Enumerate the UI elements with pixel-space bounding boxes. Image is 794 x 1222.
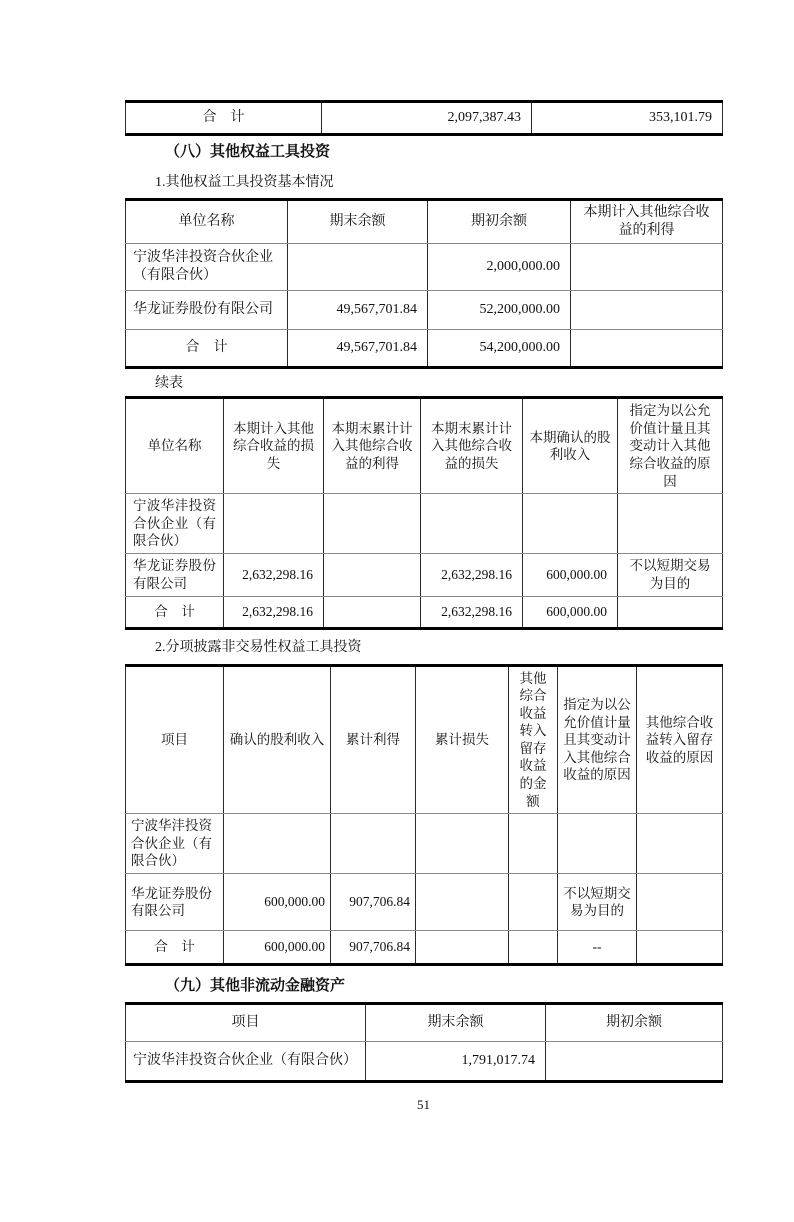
report-page: [0, 100, 794, 1222]
value-cell: [324, 553, 421, 596]
reason-cell: [637, 814, 723, 874]
entity-name-cell: 宁波华沣投资合伙企业（有限合伙）: [126, 814, 224, 874]
table-header-row: [126, 1004, 723, 1042]
value-cell: 907,706.84: [331, 931, 416, 965]
table-row: [126, 1042, 723, 1082]
table-row: [126, 291, 723, 330]
other-noncurrent-financial-assets-table: [125, 1002, 723, 1083]
section-8-sub-1-heading: 1.其他权益工具投资基本情况: [155, 175, 334, 190]
value-cell: [571, 291, 723, 330]
table-total-row: [126, 931, 723, 965]
column-header: 项目: [126, 1004, 366, 1042]
value-cell: [546, 1042, 723, 1082]
value-cell: [571, 244, 723, 291]
entity-name-cell: 华龙证券股份有限公司: [126, 874, 224, 931]
value-cell: 49,567,701.84: [288, 291, 428, 330]
carryover-total-table: [125, 100, 723, 136]
reason-cell: 不以短期交易为目的: [558, 874, 637, 931]
page-number: 51: [417, 1097, 430, 1113]
entity-name-cell: 华龙证券股份有限公司: [126, 291, 288, 330]
column-header: 期末余额: [288, 200, 428, 244]
table-total-row: [126, 330, 723, 368]
value-cell: 2,632,298.16: [224, 553, 324, 596]
entity-name-cell: 宁波华沣投资合伙企业（有限合伙）: [126, 1042, 366, 1082]
column-header: 本期末累计计入其他综合收益的利得: [324, 398, 421, 494]
table-row: [126, 494, 723, 554]
column-header: 累计利得: [331, 665, 416, 813]
value-cell: 600,000.00: [523, 596, 618, 628]
value-cell: [523, 494, 618, 554]
value-cell: [509, 874, 558, 931]
page-content: [125, 100, 722, 1113]
reason-cell: [637, 931, 723, 965]
value-cell: [416, 874, 509, 931]
value-cell: 54,200,000.00: [428, 330, 571, 368]
value-cell: [324, 494, 421, 554]
total-label-cell: 合 计: [126, 330, 288, 368]
reason-cell: [618, 494, 723, 554]
section-8-heading: （八）其他权益工具投资: [165, 144, 331, 160]
value-cell: [509, 931, 558, 965]
column-header: 期末余额: [366, 1004, 546, 1042]
value-cell: [416, 931, 509, 965]
value-cell: 52,200,000.00: [428, 291, 571, 330]
value-cell: 600,000.00: [523, 553, 618, 596]
column-header: 其他综合收益转入留存收益的原因: [637, 665, 723, 813]
column-header: 其他综合收益转入留存收益的金额: [509, 665, 558, 813]
table-header-row: [126, 200, 723, 244]
total-label-cell: 合 计: [126, 102, 322, 135]
value-cell: 2,632,298.16: [224, 596, 324, 628]
column-header: 本期计入其他综合收益的损失: [224, 398, 324, 494]
column-header: 本期计入其他综合收益的利得: [571, 200, 723, 244]
column-header: 累计损失: [416, 665, 509, 813]
column-header: 指定为以公允价值计量且其变动计入其他综合收益的原因: [618, 398, 723, 494]
total-ending-balance-cell: 2,097,387.43: [322, 102, 532, 135]
equity-instruments-basic-table: [125, 198, 723, 369]
entity-name-cell: 华龙证券股份有限公司: [126, 553, 224, 596]
table-row: [126, 874, 723, 931]
column-header: 项目: [126, 665, 224, 813]
section-9-heading: （九）其他非流动金融资产: [165, 978, 346, 995]
value-cell: [324, 596, 421, 628]
value-cell: 907,706.84: [331, 874, 416, 931]
entity-name-cell: 宁波华沣投资合伙企业（有限合伙）: [126, 494, 224, 554]
column-header: 确认的股利收入: [224, 665, 331, 813]
value-cell: 2,000,000.00: [428, 244, 571, 291]
reason-cell: --: [558, 931, 637, 965]
column-header: 本期末累计计入其他综合收益的损失: [421, 398, 523, 494]
total-label-cell: 合 计: [126, 931, 224, 965]
table-row: [126, 102, 723, 135]
value-cell: 600,000.00: [224, 931, 331, 965]
table-total-row: [126, 596, 723, 628]
value-cell: 1,791,017.74: [366, 1042, 546, 1082]
column-header: 期初余额: [428, 200, 571, 244]
continued-table-label: 续表: [155, 376, 183, 392]
equity-instruments-continued-table: [125, 396, 723, 629]
value-cell: [571, 330, 723, 368]
total-beginning-balance-cell: 353,101.79: [532, 102, 723, 135]
table-header-row: [126, 665, 723, 813]
section-8-sub-2-heading: 2.分项披露非交易性权益工具投资: [155, 639, 362, 655]
column-header: 单位名称: [126, 200, 288, 244]
reason-cell: [618, 596, 723, 628]
table-row: [126, 553, 723, 596]
entity-name-cell: 宁波华沣投资合伙企业（有限合伙）: [126, 244, 288, 291]
column-header: 期初余额: [546, 1004, 723, 1042]
value-cell: 600,000.00: [224, 874, 331, 931]
value-cell: [421, 494, 523, 554]
value-cell: [224, 814, 331, 874]
reason-cell: 不以短期交易为目的: [618, 553, 723, 596]
total-label-cell: 合 计: [126, 596, 224, 628]
value-cell: [509, 814, 558, 874]
value-cell: [224, 494, 324, 554]
value-cell: [331, 814, 416, 874]
value-cell: 49,567,701.84: [288, 330, 428, 368]
reason-cell: [637, 874, 723, 931]
non-trading-equity-table: [125, 664, 723, 966]
table-row: [126, 244, 723, 291]
column-header: 单位名称: [126, 398, 224, 494]
value-cell: 2,632,298.16: [421, 553, 523, 596]
column-header: 指定为以公允价值计量且其变动计入其他综合收益的原因: [558, 665, 637, 813]
table-row: [126, 814, 723, 874]
reason-cell: [558, 814, 637, 874]
table-header-row: [126, 398, 723, 494]
column-header: 本期确认的股利收入: [523, 398, 618, 494]
value-cell: [416, 814, 509, 874]
value-cell: [288, 244, 428, 291]
value-cell: 2,632,298.16: [421, 596, 523, 628]
